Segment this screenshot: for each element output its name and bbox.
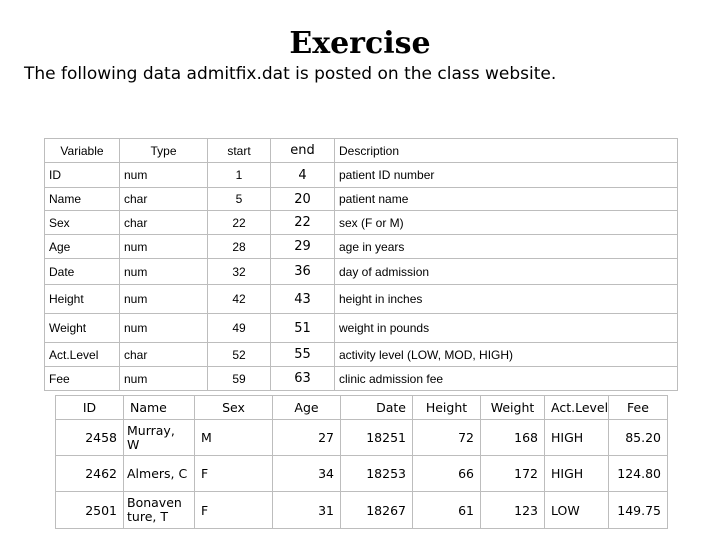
variables-row [45, 188, 678, 211]
weight-cell: 168 [481, 420, 545, 456]
variable-cell: Weight [45, 314, 120, 343]
description-cell: age in years [335, 235, 678, 259]
variables-row [45, 367, 678, 391]
start-cell: 1 [208, 163, 271, 188]
variables-header-row [45, 139, 678, 163]
variables-row [45, 259, 678, 285]
description-cell: patient name [335, 188, 678, 211]
end-cell: 22 [271, 211, 335, 235]
variable-cell: Sex [45, 211, 120, 235]
variable-cell: Height [45, 285, 120, 314]
end-cell: 4 [271, 163, 335, 188]
type-cell: char [120, 343, 208, 367]
type-cell: num [120, 367, 208, 391]
start-cell: 28 [208, 235, 271, 259]
variables-table [44, 138, 678, 391]
weight-cell: 172 [481, 456, 545, 492]
sex-cell: F [195, 492, 273, 529]
data-header-fee: Fee [609, 396, 668, 420]
variables-row [45, 343, 678, 367]
data-header-sex: Sex [195, 396, 273, 420]
variables-row [45, 235, 678, 259]
date-cell: 18267 [341, 492, 413, 529]
date-cell: 18251 [341, 420, 413, 456]
start-cell: 22 [208, 211, 271, 235]
type-cell: num [120, 314, 208, 343]
description-cell: height in inches [335, 285, 678, 314]
height-cell: 72 [413, 420, 481, 456]
fee-cell: 124.80 [609, 456, 668, 492]
description-cell: day of admission [335, 259, 678, 285]
header-end: end [271, 139, 335, 163]
start-cell: 32 [208, 259, 271, 285]
actlevel-cell: HIGH [545, 420, 609, 456]
type-cell: num [120, 235, 208, 259]
date-cell: 18253 [341, 456, 413, 492]
end-cell: 43 [271, 285, 335, 314]
id-cell: 2458 [56, 420, 124, 456]
name-cell: Murray, W [124, 420, 195, 456]
header-description: Description [335, 139, 678, 163]
variables-row [45, 314, 678, 343]
start-cell: 59 [208, 367, 271, 391]
data-header-weight: Weight [481, 396, 545, 420]
weight-cell: 123 [481, 492, 545, 529]
type-cell: num [120, 259, 208, 285]
header-variable: Variable [45, 139, 120, 163]
end-cell: 36 [271, 259, 335, 285]
type-cell: char [120, 211, 208, 235]
end-cell: 29 [271, 235, 335, 259]
sex-cell: M [195, 420, 273, 456]
end-cell: 55 [271, 343, 335, 367]
variable-cell: Date [45, 259, 120, 285]
height-cell: 61 [413, 492, 481, 529]
end-cell: 63 [271, 367, 335, 391]
data-header-name: Name [124, 396, 195, 420]
type-cell: num [120, 285, 208, 314]
variable-cell: Act.Level [45, 343, 120, 367]
actlevel-cell: HIGH [545, 456, 609, 492]
data-row [56, 420, 668, 456]
description-cell: patient ID number [335, 163, 678, 188]
variable-cell: Name [45, 188, 120, 211]
variables-row [45, 285, 678, 314]
data-header-age: Age [273, 396, 341, 420]
slide-subtitle: The following data admitfix.dat is posted on the class website. [24, 64, 557, 84]
age-cell: 27 [273, 420, 341, 456]
end-cell: 20 [271, 188, 335, 211]
name-cell: Bonaven ture, T [124, 492, 195, 529]
sex-cell: F [195, 456, 273, 492]
fee-cell: 85.20 [609, 420, 668, 456]
data-header-actlevel: Act.Level [545, 396, 609, 420]
actlevel-cell: LOW [545, 492, 609, 529]
age-cell: 31 [273, 492, 341, 529]
data-header-row [56, 396, 668, 420]
data-row [56, 492, 668, 529]
data-header-date: Date [341, 396, 413, 420]
data-table [55, 395, 668, 529]
data-body [56, 420, 668, 529]
data-row [56, 456, 668, 492]
description-cell: activity level (LOW, MOD, HIGH) [335, 343, 678, 367]
header-type: Type [120, 139, 208, 163]
variable-cell: Fee [45, 367, 120, 391]
type-cell: num [120, 163, 208, 188]
data-header-id: ID [56, 396, 124, 420]
fee-cell: 149.75 [609, 492, 668, 529]
id-cell: 2462 [56, 456, 124, 492]
start-cell: 52 [208, 343, 271, 367]
slide-title: Exercise [289, 26, 431, 61]
type-cell: char [120, 188, 208, 211]
age-cell: 34 [273, 456, 341, 492]
id-cell: 2501 [56, 492, 124, 529]
name-cell: Almers, C [124, 456, 195, 492]
start-cell: 42 [208, 285, 271, 314]
variable-cell: Age [45, 235, 120, 259]
variables-body [45, 163, 678, 391]
variable-cell: ID [45, 163, 120, 188]
description-cell: sex (F or M) [335, 211, 678, 235]
data-header-height: Height [413, 396, 481, 420]
header-start: start [208, 139, 271, 163]
end-cell: 51 [271, 314, 335, 343]
start-cell: 49 [208, 314, 271, 343]
variables-row [45, 211, 678, 235]
description-cell: weight in pounds [335, 314, 678, 343]
description-cell: clinic admission fee [335, 367, 678, 391]
start-cell: 5 [208, 188, 271, 211]
variables-row [45, 163, 678, 188]
height-cell: 66 [413, 456, 481, 492]
